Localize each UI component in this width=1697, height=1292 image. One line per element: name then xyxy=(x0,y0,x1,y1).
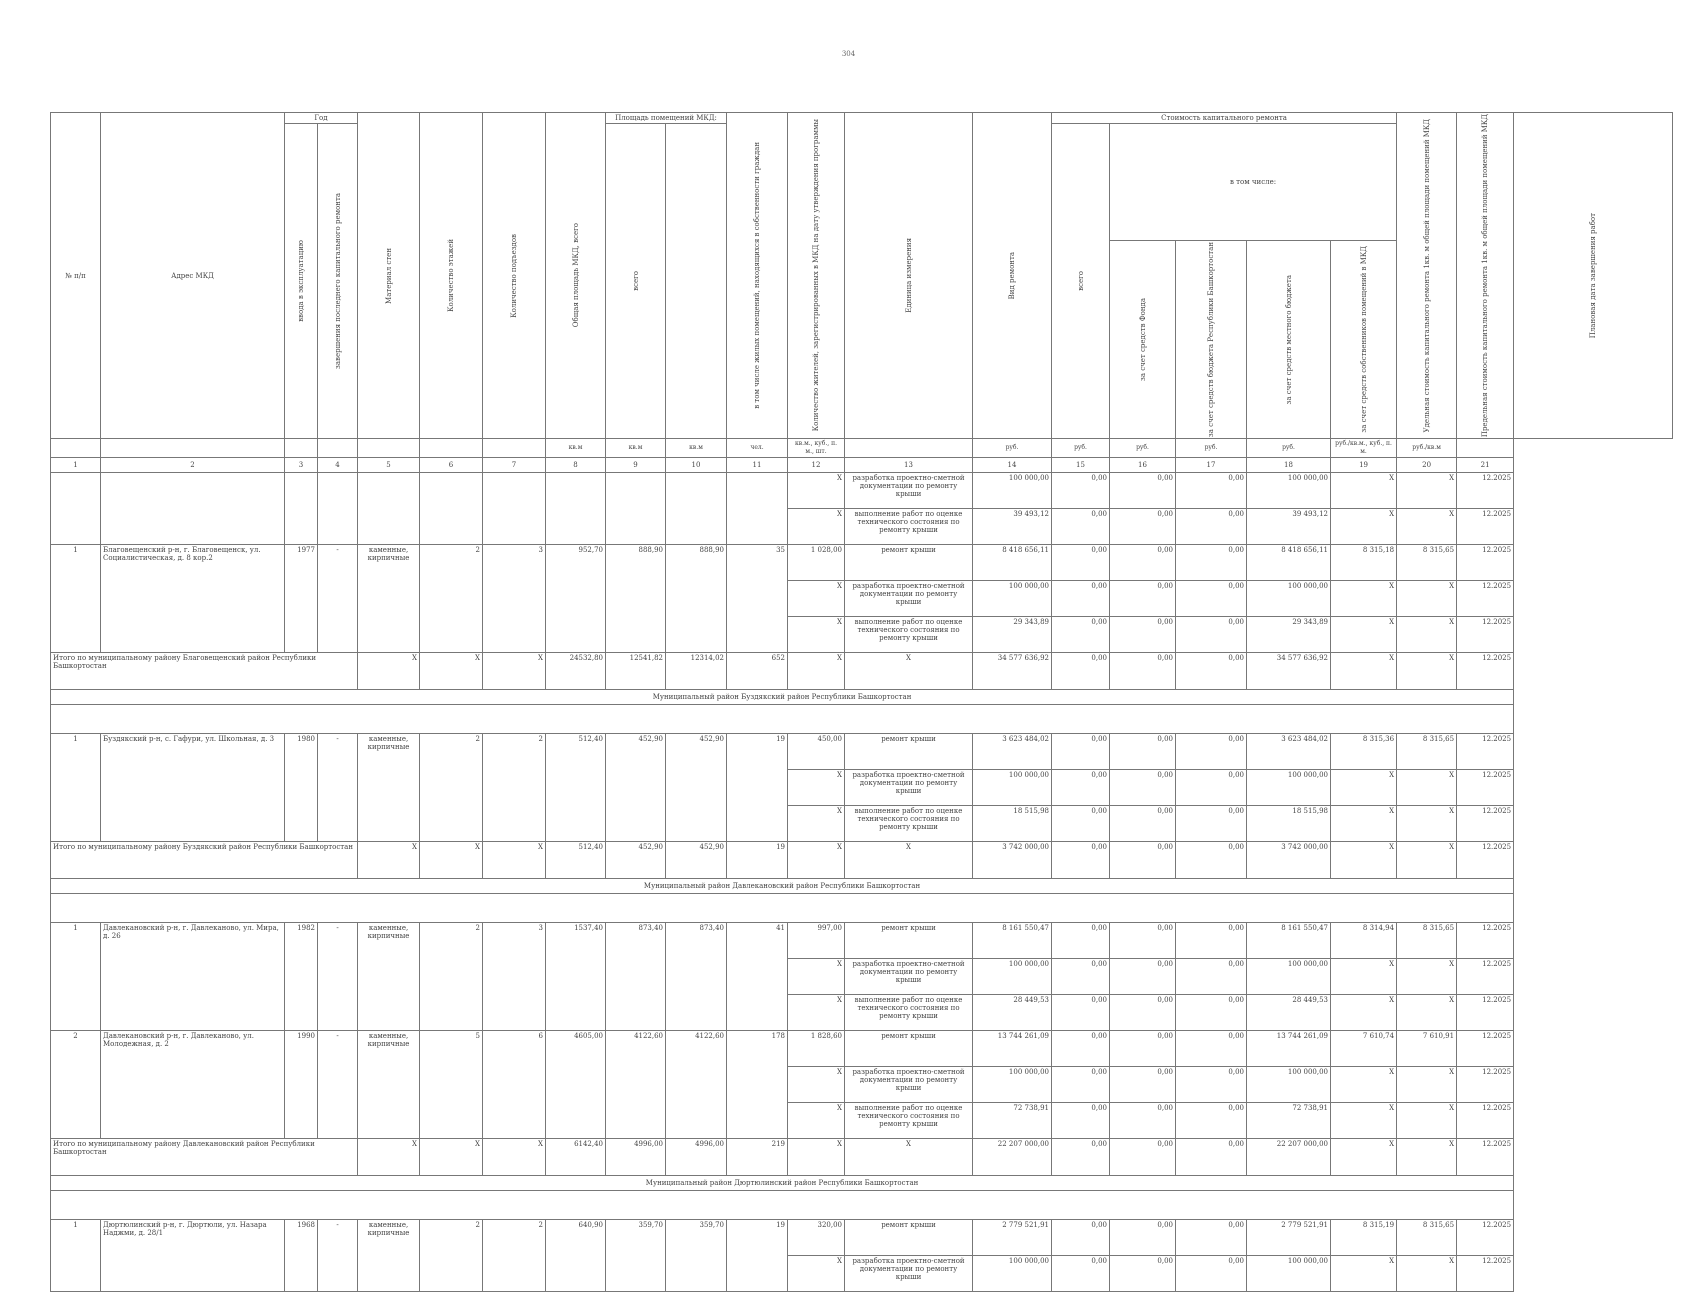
house-row: 1 Давлекановский р-н, г. Давлеканово, ул. Мира, д. 26 1982 - каменные, кирпичные 2 3 1537,40 873,40 873,40 41 997,00 ремонт крыши 8 161 550,47 0,00 0,00 0,00 8 161 550,47 8 314,94 8 315,65 12.2025 xyxy=(51,923,1673,959)
header-cost-local: за счет средств местного бюджета xyxy=(1247,241,1331,439)
header-address: Адрес МКД xyxy=(101,113,285,439)
district-total-row: Итого по муниципальному району Благовещенский район Республики Башкортостан X X X 24532,80 12541,82 12314,02 652 X X 34 577 636,92 0,00 0,00 0,00 34 577 636,92 X X 12.2025 xyxy=(51,653,1673,690)
work-row: X выполнение работ по оценке технического состояния по ремонту крыши 29 343,89 0,00 0,00 0,00 29 343,89 X X 12.2025 xyxy=(51,617,1673,653)
header-unit: Единица измерения xyxy=(845,113,973,439)
page-number: 304 xyxy=(841,50,856,58)
header-year-last-repair: завершения последнего капитального ремонта xyxy=(318,124,358,439)
header-wall-material: Материал стен xyxy=(358,113,420,439)
work-row: X разработка проектно-сметной документации по ремонту крыши 100 000,00 0,00 0,00 0,00 100 000,00 X X 12.2025 xyxy=(51,1067,1673,1103)
header-max-cost: Предельная стоимость капитального ремонта 1кв. м общей площади помещений МКД xyxy=(1457,113,1514,439)
header-including-group: в том числе: xyxy=(1110,124,1397,241)
work-row: X выполнение работ по оценке технического состояния по ремонту крыши 72 738,91 0,00 0,00 0,00 72 738,91 X X 12.2025 xyxy=(51,1103,1673,1139)
district-total-row: Итого по муниципальному району Буздякский район Республики Башкортостан X X X 512,40 452,90 452,90 19 X X 3 742 000,00 0,00 0,00 0,00 3 742 000,00 X X 12.2025 xyxy=(51,842,1673,879)
header-cost-owners: за счет средств собственников помещений в МКД xyxy=(1331,241,1397,439)
header-total-area: Общая площадь МКД, всего xyxy=(546,113,606,439)
header-area-residential: в том числе жилых помещений, находящихся в собственности граждан xyxy=(727,113,788,439)
district-section-header: Муниципальный район Давлекановский район Республики Башкортостан xyxy=(51,879,1673,894)
header-residents: Количество жителей, зарегистрированных в МКД на дату утверждения программы xyxy=(788,113,845,439)
house-row: 2 Давлекановский р-н, г. Давлеканово, ул. Молодежная, д. 2 1990 - каменные, кирпичные 5 6 4605,00 4122,60 4122,60 178 1 828,60 ремонт крыши 13 744 261,09 0,00 0,00 0,00 13 744 261,09 7 610,74 7 610,91 12.2025 xyxy=(51,1031,1673,1067)
header-cost-fund: за счет средств Фонда xyxy=(1110,241,1176,439)
header-year-group: Год xyxy=(285,113,358,124)
work-row: X разработка проектно-сметной документации по ремонту крыши 100 000,00 0,00 0,00 0,00 100 000,00 X X 12.2025 xyxy=(51,581,1673,617)
header-cost-republic: за счет средств бюджета Республики Башкортостан xyxy=(1176,241,1247,439)
work-row: X выполнение работ по оценке технического состояния по ремонту крыши 28 449,53 0,00 0,00 0,00 28 449,53 X X 12.2025 xyxy=(51,995,1673,1031)
header-numbers-row: 1 2 3 4 5 6 7 8 9 10 11 12 13 14 15 16 17 18 19 20 21 xyxy=(51,458,1673,473)
district-total-row: Итого по муниципальному району Давлекановский район Республики Башкортостан X X X 6142,40 4996,00 4996,00 219 X X 22 207 000,00 0,00 0,00 0,00 22 207 000,00 X X 12.2025 xyxy=(51,1139,1673,1176)
header-floors: Количество этажей xyxy=(420,113,483,439)
work-row: X выполнение работ по оценке технического состояния по ремонту крыши 39 493,12 0,00 0,00 0,00 39 493,12 X X 12.2025 xyxy=(51,509,1673,545)
header-entrances: Количество подъездов xyxy=(483,113,546,439)
repair-program-table-wrapper xyxy=(50,112,1673,1292)
header-no: № п/п xyxy=(51,113,101,439)
header-cost-group: Стоимость капитального ремонта xyxy=(1052,113,1397,124)
work-row: X разработка проектно-сметной документации по ремонту крыши 100 000,00 0,00 0,00 0,00 100 000,00 X X 12.2025 xyxy=(51,473,1673,509)
header-repair-type: Вид ремонта xyxy=(973,113,1052,439)
house-row: 1 Благовещенский р-н, г. Благовещенск, ул. Социалистическая, д. 8 кор.2 1977 - каменные, кирпичные 2 3 952,70 888,90 888,90 35 1 028,00 ремонт крыши 8 418 656,11 0,00 0,00 0,00 8 418 656,11 8 315,18 8 315,65 12.2025 xyxy=(51,545,1673,581)
work-row: X выполнение работ по оценке технического состояния по ремонту крыши 18 515,98 0,00 0,00 0,00 18 515,98 X X 12.2025 xyxy=(51,806,1673,842)
district-section-header: Муниципальный район Буздякский район Республики Башкортостан xyxy=(51,690,1673,705)
district-section-header: Муниципальный район Дюртюлинский район Республики Башкортостан xyxy=(51,1176,1673,1191)
work-row: X разработка проектно-сметной документации по ремонту крыши 100 000,00 0,00 0,00 0,00 100 000,00 X X 12.2025 xyxy=(51,1256,1673,1292)
work-row: X разработка проектно-сметной документации по ремонту крыши 100 000,00 0,00 0,00 0,00 100 000,00 X X 12.2025 xyxy=(51,959,1673,995)
header-units-row: кв.м кв.м кв.м чел. кв.м., куб., п. м., шт. руб. руб. руб. руб. руб. руб./кв.м., куб., п. м. руб./кв.м xyxy=(51,439,1673,458)
work-row: X разработка проектно-сметной документации по ремонту крыши 100 000,00 0,00 0,00 0,00 100 000,00 X X 12.2025 xyxy=(51,770,1673,806)
table-header xyxy=(51,113,1673,473)
header-area-total: всего xyxy=(606,124,666,439)
header-specific-cost: Удельная стоимость капитального ремонта 1кв. м общей площади помещений МКД xyxy=(1397,113,1457,439)
repair-program-table xyxy=(50,112,1673,1292)
house-row: 1 Дюртюлинский р-н, г. Дюртюли, ул. Назара Наджми, д. 28/1 1968 - каменные, кирпичные 2 2 640,90 359,70 359,70 19 320,00 ремонт крыши 2 779 521,91 0,00 0,00 0,00 2 779 521,91 8 315,19 8 315,65 12.2025 xyxy=(51,1220,1673,1256)
header-cost-total: всего xyxy=(1052,124,1110,439)
header-area-blank xyxy=(666,124,727,439)
header-premises-area-group: Площадь помещений МКД: xyxy=(606,113,727,124)
header-year-commissioning: ввода в эксплуатацию xyxy=(285,124,318,439)
house-row: 1 Буздякский р-н, с. Гафури, ул. Школьная, д. 3 1980 - каменные, кирпичные 2 2 512,40 452,90 452,90 19 450,00 ремонт крыши 3 623 484,02 0,00 0,00 0,00 3 623 484,02 8 315,36 8 315,65 12.2025 xyxy=(51,734,1673,770)
header-completion-date: Плановая дата завершения работ xyxy=(1514,113,1673,439)
